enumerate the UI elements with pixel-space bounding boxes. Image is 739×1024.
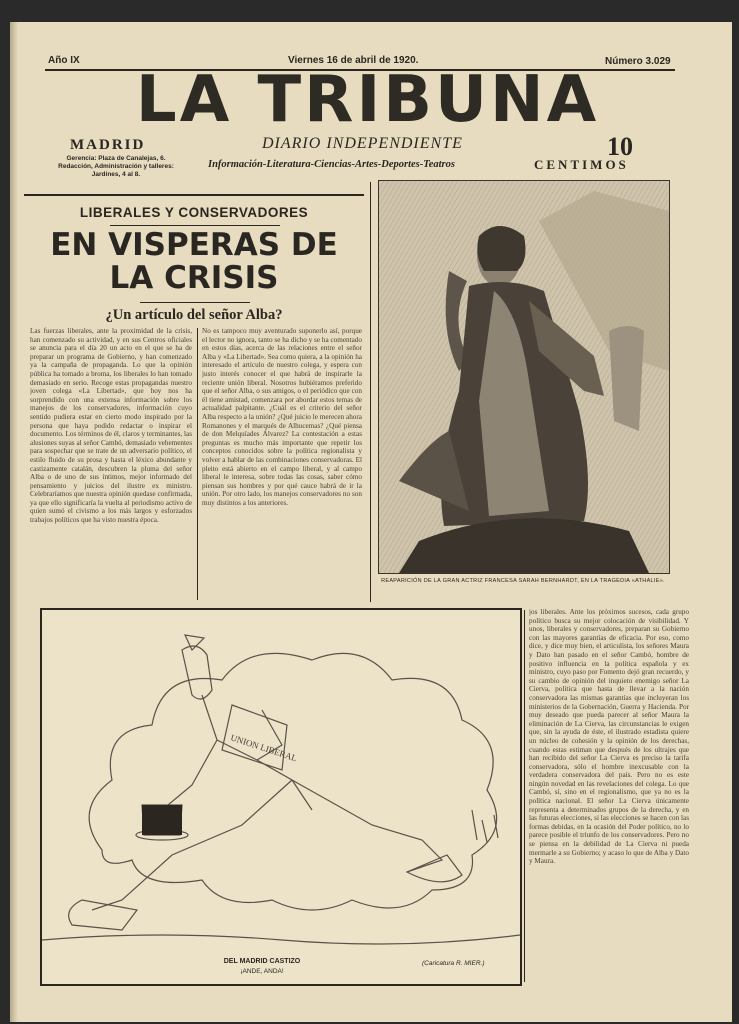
address-line-3: Jardines, 4 al 8. xyxy=(91,171,141,178)
article-column-2: No es tampoco muy aventurado suponerlo así, porque el lector no ignora, tanto se ha dicho y se ha comentado en estos días, acerca de las relaciones entre el señor Alba y «La Libertad». Sea como quiera, a la opinión ha interesado el artículo de nuestro colega, y espera con justo interés conocer el que habrá de inspirarle la reciente unión liberal. Nosotros hubiéramos preferido que el señor Alba, o sus amigos, o el periódico que con él tiene amistad, comenzara por abordar estos temas de actualidad palpitante. ¿Cuál es el criterio del señor Alba respecto a la unión? ¿Qué juicio le merecen ahora Romanones y el marqués de Alhucemas? ¿Qué piensa de don Melquíades Álvarez? La contestación a estas preguntas es mucho más importante que repetir los conceptos conocidos sobre la política regionalista y volver a hablar de las combinaciones conservadoras. El pleito está abierto en el campo liberal, y al campo liberal le interesa, sobre todas las cosas, saber cómo piensan sus hombres y por qué cauce habrá de ir la unión. Por otro lado, los manejos conservadores no son muy distintos a los anteriores. xyxy=(202,327,362,507)
city-label: MADRID xyxy=(70,137,146,153)
article-column-1: Las fuerzas liberales, ante la proximidad de la crisis, han comenzado su actividad, y en sus Centros oficiales se anuncia para el día 20 un acto en el que se ha de preparar un programa de Gobierno, y han comenzado ya la campaña de propaganda. Lo que la opinión pública ha tomado a broma, los liberales lo han tomado demasiado en serio. Recoge estas propagandas nuestro joven colega «La Libertad», que hoy nos ha sorprendido con una extensa información sobre los manejos de los conservadores, información cuyo sentido pudiera estar en cierto modo inspirado por la persona que haya podido redactar o inspirar el documento. Los términos de él, claros y terminantes, las alusiones suyas al señor Cambó, demasiado vehementes para sospechar que se trate de un adversario político, el estilo fluido de su prosa y hasta el léxico abundante y castizamente catalán, descubren la pluma del señor Alba o de uno de sus íntimos, mejor informado del pensamiento y juicios del ilustre ex ministro. Celebraríamos que nuestra opinión quedase confirmada, ya que ello significaría la vuelta al periodismo activo de quien sumó el civismo a los más largos y esforzados trabajos políticos que ha visto nuestra época. xyxy=(30,327,192,525)
issue-number: Número 3.029 xyxy=(605,56,671,67)
headline-rule xyxy=(140,302,250,303)
cartoon-caption: DEL MADRID CASTIZO xyxy=(223,958,301,965)
price-amount: 10 xyxy=(607,132,633,161)
address-line-1: Gerencia: Plaza de Canalejas, 6. xyxy=(66,155,166,162)
headline-line-2: LA CRISIS xyxy=(109,260,279,296)
article-subhead: ¿Un artículo del señor Alba? xyxy=(105,307,283,323)
cartoon-subcaption: ¡ANDE, ANDA! xyxy=(240,968,284,975)
headline-line-1: EN VISPERAS DE xyxy=(50,227,338,263)
article-column-3: jos liberales. Ante los próximos sucesos, cada grupo político busca su mejor colocación de visibilidad. Y unos, liberales y conservadores, preparan su Gobierno con las mayores garantías de eficacia. Por eso, como dice, y dice muy bien, el articulista, los señores Maura y Dato han pasado en el señor Cambó, hombre de positivo influencia en la política española y ex ministro, cuyo paso por Fomento dejó gran recuerdo, y su cambio de opinión del inquieto enemigo señor La Cierva, política que hasta de llevar a la nación conservadora las mismas garantías que incluyeran los ministerios de la Gobernación, Guerra y Hacienda. Por muy deseado que pueda parecer al señor Maura la eliminación de La Cierva, las circunstancias le exigen que, sin la ayuda de éste, el ilustrado estadista quiere un núcleo de cohesión y la opinión de los derechas, cuando estas estiman que después de los ultrajes que han recibido del señor La Cierva es preciso la tarifa conservadora, sólo el hombre inexcusable con la verdadera conservadora del país. Pero no es este ningún novedad en las revelaciones del colega. Lo que Cambó, sí, sino en el regionalismo, que ya no es la política nacional. El señor La Cierva únicamente representa a determinados grupos de la derecha, y en las futuras elecciones, si las elecciones se hacen con las formas debidas, en la ocasión del Poder político, no lo parece posible el triunfo de los conservadores. Pero no se piensa en la debilidad de La Cierva ni pueda mermarle a su Gobierno; y acaso lo que de Alba y Dato y Maura. xyxy=(529,608,689,866)
page-binding-shadow xyxy=(10,22,18,1022)
date-label: Viernes 16 de abril de 1920. xyxy=(288,55,419,66)
tagline: DIARIO INDEPENDIENTE xyxy=(262,135,463,152)
photo-caption: REAPARICIÓN DE LA GRAN ACTRIZ FRANCESA SARAH BERNHARDT, EN LA TRAGEDIA «ATHALIE». xyxy=(381,578,665,584)
photo-divider xyxy=(370,182,371,602)
sections-line: Información-Literatura-Ciencias-Artes-Deportes-Teatros xyxy=(208,159,455,170)
address-block xyxy=(26,155,206,179)
address-line-2: Redacción, Administración y talleres: xyxy=(58,163,174,170)
actress-illustration xyxy=(379,181,669,573)
cartoon-frame xyxy=(40,608,522,986)
cartoon-book-label: UNION LIBERAL xyxy=(229,732,299,764)
article-kicker: LIBERALES Y CONSERVADORES xyxy=(79,205,309,220)
headline xyxy=(24,229,364,295)
cartoon-credit: (Caricatura R. MIER.) xyxy=(422,960,485,967)
cartoon-divider xyxy=(524,610,525,982)
article-top-rule xyxy=(24,194,364,196)
price-unit: CENTIMOS xyxy=(534,157,629,172)
masthead-title: LA TRIBUNA xyxy=(135,63,600,137)
actress-photo xyxy=(378,180,670,574)
kicker-rule xyxy=(110,225,280,226)
newspaper-page xyxy=(10,22,732,1022)
year-label: Año IX xyxy=(48,55,80,66)
column-divider xyxy=(197,328,198,600)
cartoon-drawing xyxy=(42,610,520,984)
